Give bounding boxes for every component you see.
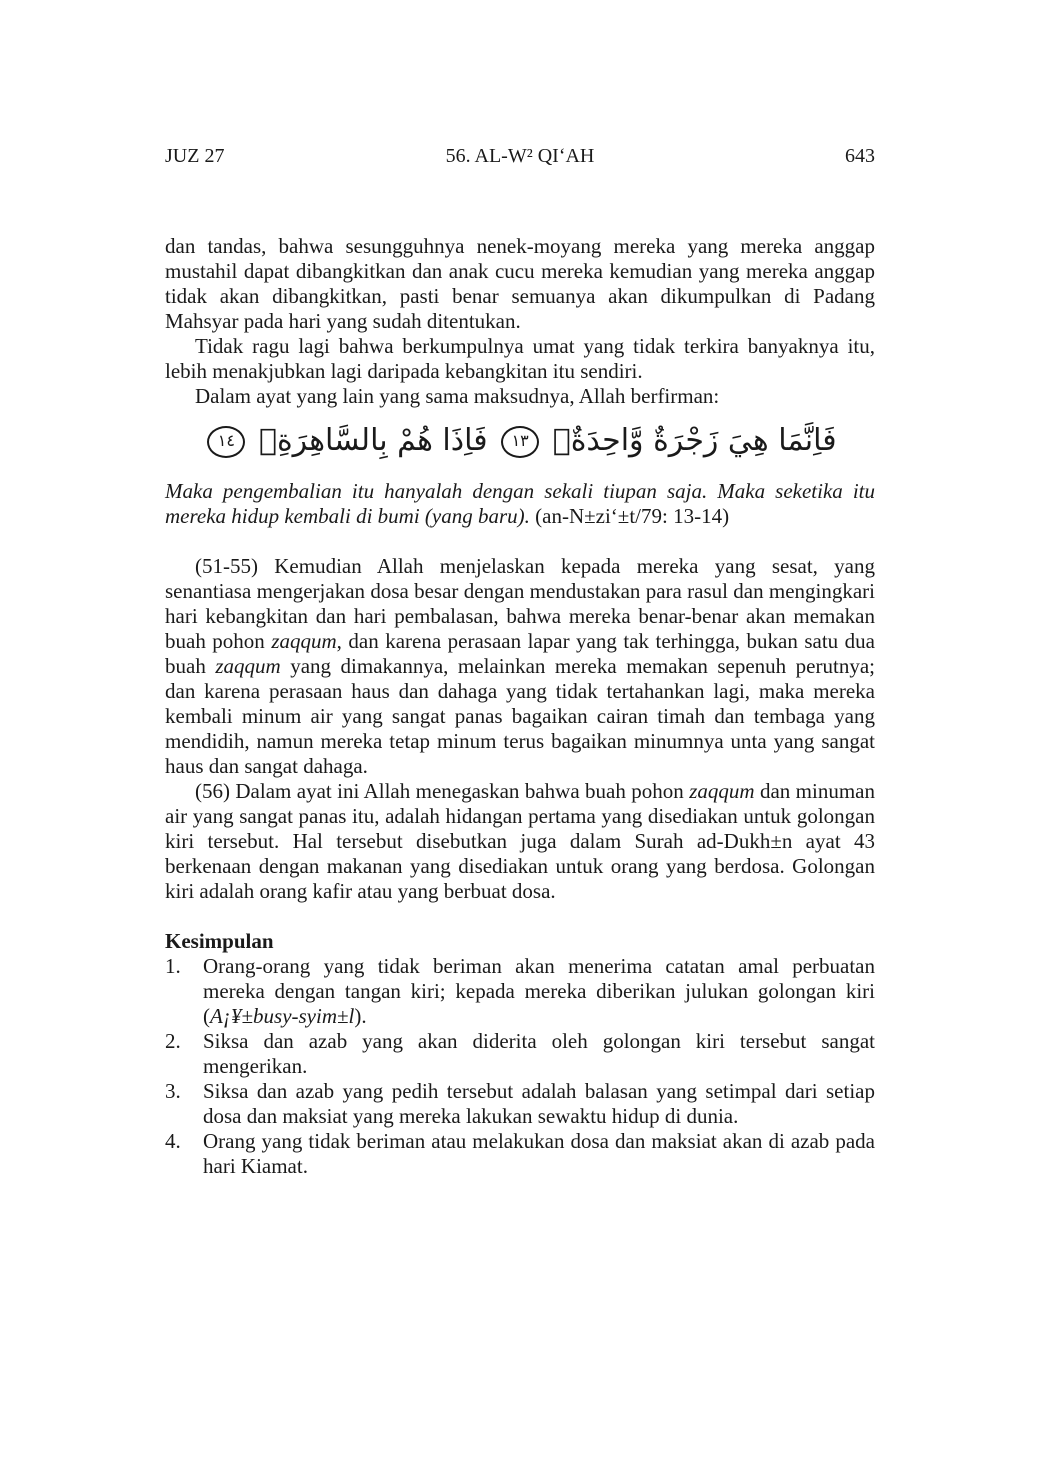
arabic-verse (165, 409, 875, 479)
translation-text: Maka pengembalian itu hanyalah dengan sekali tiupan saja. Maka seketika itu mereka hidup kembali di bumi (yang baru). (165, 479, 875, 528)
conclusion-list (165, 954, 875, 1179)
arabic-verse-part: فَاِذَا هُمْ بِالسَّاهِرَةِۗ (258, 423, 488, 458)
italic-term: A¡¥±busy-syim±l (210, 1004, 355, 1028)
conclusion-item (165, 1029, 875, 1079)
juz-label: JUZ 27 (165, 145, 225, 167)
verse-translation (165, 479, 875, 529)
italic-term: zaqqum (689, 779, 755, 803)
conclusion-item (165, 1079, 875, 1129)
item-number: 4. (165, 1129, 181, 1153)
commentary-paragraph: (51-55) Kemudian Allah menjelaskan kepada mereka yang sesat, yang senantiasa mengerjakan dosa besar dengan mendustakan para rasul dan mengingkari hari kebangkitan dan hari pembalasan, bahwa mereka benar-benar akan memakan buah pohon zaqqum, dan karena perasaan lapar yang tak terhingga, bukan satu dua buah zaqqum yang dimakannya, melainkan mereka memakan sepenuh perutnya; dan karena perasaan haus dan dahaga yang tidak tertahankan lagi, maka mereka kembali minum air yang sangat panas bagaikan cairan timah dan tembaga yang mendidih, namun mereka tetap minum terus bagaikan minumnya unta yang sangat haus dan sangat dahaga. (165, 554, 875, 778)
italic-term: zaqqum (215, 654, 281, 678)
item-number: 3. (165, 1079, 181, 1103)
page-header (165, 145, 875, 171)
arabic-verse-part: فَاِنَّمَا هِيَ زَجْرَةٌ وَّاحِدَةٌۙ (552, 423, 837, 458)
item-text: Siksa dan azab yang akan diderita oleh golongan kiri tersebut sangat mengerikan. (203, 1029, 875, 1078)
item-number: 1. (165, 954, 181, 978)
ayah-number-marker: ١٣ (501, 426, 539, 458)
item-text: Siksa dan azab yang pedih tersebut adalah balasan yang setimpal dari setiap dosa dan maksiat yang mereka lakukan sewaktu hidup di dunia. (203, 1079, 875, 1128)
page-number: 643 (845, 145, 875, 167)
page-body (165, 234, 875, 1179)
paragraph: Tidak ragu lagi bahwa berkumpulnya umat yang tidak terkira banyaknya itu, lebih menakjubkan lagi daripada kebangkitan itu sendiri. (165, 334, 875, 383)
commentary-paragraph: (56) Dalam ayat ini Allah menegaskan bahwa buah pohon zaqqum dan minuman air yang sangat panas itu, adalah hidangan pertama yang disediakan untuk golongan kiri tersebut. Hal tersebut disebutkan juga dalam Surah ad-Dukh±n ayat 43 berkenaan dengan makanan yang disediakan untuk orang yang berdosa. Golongan kiri adalah orang kafir atau yang berbuat dosa. (165, 779, 875, 903)
paragraph: dan tandas, bahwa sesungguhnya nenek-moyang mereka yang mereka anggap mustahil dapat dibangkitkan dan anak cucu mereka kemudian yang mereka anggap tidak akan dibangkitkan, pasti benar semuanya akan dikumpulkan di Padang Mahsyar pada hari yang sudah ditentukan. (165, 234, 875, 333)
conclusion-heading: Kesimpulan (165, 929, 274, 953)
conclusion-item (165, 954, 875, 1029)
item-text: Orang-orang yang tidak beriman akan menerima catatan amal perbuatan mereka dengan tangan kiri; kepada mereka diberikan julukan golongan kiri (A¡¥±busy-syim±l). (203, 954, 875, 1028)
item-number: 2. (165, 1029, 181, 1053)
italic-term: zaqqum (271, 629, 337, 653)
surah-title: 56. AL-W² QI‘AH (445, 145, 595, 167)
verse-reference: (an-N±zi‘±t/79: 13-14) (529, 504, 730, 528)
item-text: Orang yang tidak beriman atau melakukan dosa dan maksiat akan di azab pada hari Kiamat. (203, 1129, 875, 1178)
paragraph: Dalam ayat yang lain yang sama maksudnya, Allah berfirman: (195, 384, 720, 408)
conclusion-item (165, 1129, 875, 1179)
ayah-number-marker: ١٤ (207, 426, 245, 458)
